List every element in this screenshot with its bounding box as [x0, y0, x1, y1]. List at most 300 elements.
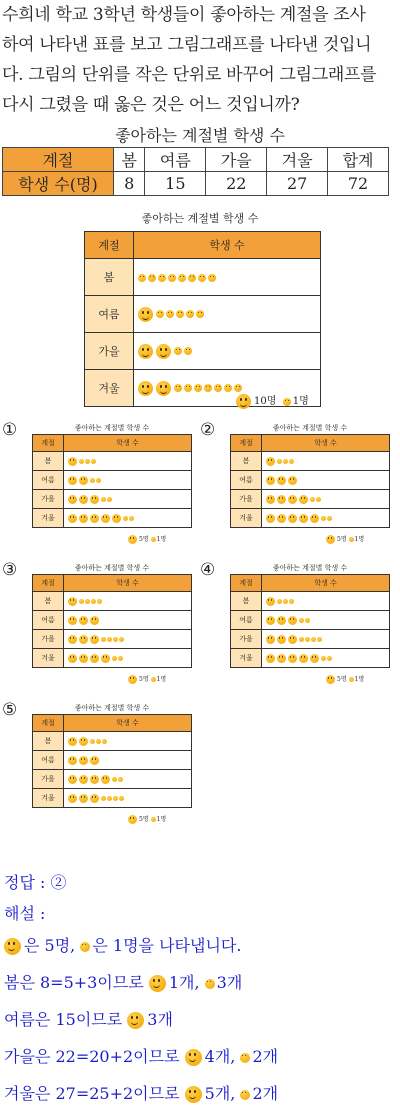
- big-smiley-icon: [185, 1086, 202, 1103]
- graph-header-season: 계절: [231, 435, 262, 452]
- big-smiley-icon: [68, 495, 77, 504]
- small-smiley-icon: [168, 274, 176, 282]
- legend-small-label: 1명: [156, 816, 167, 823]
- option-row-icons: [64, 471, 192, 490]
- graph-row-label: 여름: [85, 296, 134, 333]
- big-smiley-icon: [310, 654, 319, 663]
- small-smiley-icon: [349, 677, 354, 682]
- explanation-line-1: [4, 933, 241, 956]
- graph-row-icons: [134, 333, 321, 370]
- big-smiley-icon: [127, 1012, 144, 1029]
- option-graph-title: 좋아하는 계절별 학생 수: [74, 424, 150, 432]
- small-smiley-icon: [101, 637, 106, 642]
- option-number[interactable]: ④: [200, 560, 216, 580]
- small-smiley-icon: [129, 516, 134, 521]
- option-graph-row: [231, 630, 390, 649]
- big-smiley-icon: [112, 514, 121, 523]
- small-smiley-icon: [101, 497, 106, 502]
- big-smiley-icon: [101, 514, 110, 523]
- option-row-label: 여름: [33, 751, 64, 770]
- option-number[interactable]: ⑤: [2, 700, 18, 720]
- option-row-icons: [64, 630, 192, 649]
- explanation-text: 은 1명을 나타냅니다.: [92, 936, 242, 955]
- big-smiley-icon: [326, 535, 335, 544]
- explanation-text: 여름은 15이므로: [4, 1010, 123, 1029]
- small-smiley-icon: [283, 398, 291, 406]
- small-smiley-icon: [310, 497, 315, 502]
- small-smiley-icon: [113, 637, 118, 642]
- graph-row-label: 가을: [85, 333, 134, 370]
- big-smiley-icon: [68, 476, 77, 485]
- small-smiley-icon: [79, 459, 84, 464]
- small-smiley-icon: [79, 599, 84, 604]
- data-table-value: 27: [267, 172, 328, 196]
- big-smiley-icon: [277, 616, 286, 625]
- small-smiley-icon: [277, 599, 282, 604]
- small-smiley-icon: [196, 310, 204, 318]
- big-smiley-icon: [288, 476, 297, 485]
- explanation-text: 3개: [216, 973, 243, 992]
- small-smiley-icon: [151, 817, 156, 822]
- option-graph-row: [33, 471, 192, 490]
- small-smiley-icon: [178, 274, 186, 282]
- graph-row-label: 봄: [85, 259, 134, 296]
- big-smiley-icon: [236, 394, 251, 409]
- option-4[interactable]: [200, 560, 396, 695]
- legend-small-label: 1명: [292, 396, 309, 407]
- main-graph-legend: [236, 392, 309, 409]
- option-row-label: 가을: [33, 770, 64, 789]
- option-row-icons: [262, 592, 390, 611]
- small-smiley-icon: [321, 656, 326, 661]
- big-smiley-icon: [79, 514, 88, 523]
- small-smiley-icon: [96, 478, 101, 483]
- data-table-col: 겨울: [267, 148, 328, 172]
- small-smiley-icon: [107, 637, 112, 642]
- option-row-label: 가을: [231, 490, 262, 509]
- explanation-text: 봄은 8=5+3이므로: [4, 973, 144, 992]
- option-row-label: 가을: [33, 490, 64, 509]
- graph-header-count: 학생 수: [134, 232, 321, 259]
- small-smiley-icon: [80, 942, 90, 952]
- small-smiley-icon: [138, 274, 146, 282]
- question-line: 다. 그림의 단위를 작은 단위로 바꾸어 그림그래프를: [2, 65, 377, 85]
- small-smiley-icon: [184, 384, 192, 392]
- big-smiley-icon: [90, 794, 99, 803]
- small-smiley-icon: [97, 599, 102, 604]
- option-5[interactable]: [2, 700, 198, 835]
- small-smiley-icon: [148, 274, 156, 282]
- option-row-label: 여름: [231, 471, 262, 490]
- option-legend: [128, 814, 166, 824]
- explanation-line-2: [4, 970, 242, 993]
- small-smiley-icon: [305, 637, 310, 642]
- option-graph-title: 좋아하는 계절별 학생 수: [74, 564, 150, 572]
- small-smiley-icon: [112, 777, 117, 782]
- option-number[interactable]: ①: [2, 420, 18, 440]
- option-row-icons: [262, 471, 390, 490]
- small-smiley-icon: [289, 599, 294, 604]
- option-row-label: 겨울: [33, 649, 64, 668]
- small-smiley-icon: [123, 516, 128, 521]
- small-smiley-icon: [283, 599, 288, 604]
- option-row-label: 겨울: [231, 649, 262, 668]
- explanation-line-4: [4, 1044, 278, 1067]
- big-smiley-icon: [4, 938, 21, 955]
- option-row-label: 가을: [33, 630, 64, 649]
- small-smiley-icon: [205, 979, 215, 989]
- graph-row-icons: [134, 296, 321, 333]
- big-smiley-icon: [90, 775, 99, 784]
- small-smiley-icon: [204, 384, 212, 392]
- option-picture-graph: [32, 714, 192, 808]
- legend-small-label: 1명: [156, 676, 167, 683]
- option-row-label: 봄: [33, 592, 64, 611]
- graph-row: [85, 333, 321, 370]
- big-smiley-icon: [266, 514, 275, 523]
- big-smiley-icon: [90, 756, 99, 765]
- option-row-icons: [262, 452, 390, 471]
- data-table-value: 72: [328, 172, 389, 196]
- option-legend: [326, 534, 364, 544]
- small-smiley-icon: [107, 796, 112, 801]
- option-row-label: 겨울: [33, 509, 64, 528]
- big-smiley-icon: [299, 514, 308, 523]
- big-smiley-icon: [79, 794, 88, 803]
- small-smiley-icon: [118, 656, 123, 661]
- legend-small-label: 1명: [156, 536, 167, 543]
- small-smiley-icon: [113, 796, 118, 801]
- small-smiley-icon: [101, 796, 106, 801]
- main-graph-title: 좋아하는 계절별 학생 수: [141, 212, 259, 225]
- option-row-icons: [64, 452, 192, 471]
- option-picture-graph: [230, 574, 390, 668]
- option-graph-row: [33, 490, 192, 509]
- data-table-col: 봄: [114, 148, 145, 172]
- graph-header-count: 학생 수: [64, 715, 192, 732]
- explanation-text: 5개,: [204, 1084, 236, 1103]
- big-smiley-icon: [68, 737, 77, 746]
- big-smiley-icon: [138, 381, 153, 396]
- option-graph-row: [231, 490, 390, 509]
- big-smiley-icon: [79, 737, 88, 746]
- small-smiley-icon: [166, 310, 174, 318]
- option-graph-row: [231, 471, 390, 490]
- data-table-value: 8: [114, 172, 145, 196]
- small-smiley-icon: [176, 310, 184, 318]
- option-graph-row: [231, 611, 390, 630]
- small-smiley-icon: [90, 739, 95, 744]
- big-smiley-icon: [266, 476, 275, 485]
- option-graph-row: [33, 770, 192, 789]
- legend-big-label: 10명: [254, 396, 277, 407]
- main-picture-graph: [84, 231, 321, 407]
- explanation-text: 가을은 22=20+2이므로: [4, 1047, 180, 1066]
- option-row-label: 여름: [33, 471, 64, 490]
- small-smiley-icon: [214, 384, 222, 392]
- data-table-value: 15: [145, 172, 206, 196]
- big-smiley-icon: [68, 457, 77, 466]
- option-graph-row: [33, 732, 192, 751]
- big-smiley-icon: [68, 616, 77, 625]
- option-row-icons: [64, 789, 192, 808]
- option-3[interactable]: [2, 560, 198, 695]
- big-smiley-icon: [266, 616, 275, 625]
- legend-big-label: 5명: [139, 536, 149, 543]
- big-smiley-icon: [101, 654, 110, 663]
- big-smiley-icon: [138, 344, 153, 359]
- big-smiley-icon: [326, 675, 335, 684]
- graph-row: [85, 259, 321, 296]
- explanation-text: 3개: [147, 1010, 173, 1029]
- big-smiley-icon: [90, 495, 99, 504]
- option-row-icons: [64, 592, 192, 611]
- big-smiley-icon: [128, 675, 137, 684]
- option-graph-title: 좋아하는 계절별 학생 수: [272, 564, 348, 572]
- option-number[interactable]: ②: [200, 420, 216, 440]
- small-smiley-icon: [198, 274, 206, 282]
- option-graph-row: [33, 592, 192, 611]
- small-smiley-icon: [188, 274, 196, 282]
- option-row-icons: [262, 509, 390, 528]
- explanation-text: 겨울은 27=25+2이므로: [4, 1084, 180, 1103]
- big-smiley-icon: [277, 514, 286, 523]
- big-smiley-icon: [68, 514, 77, 523]
- small-smiley-icon: [327, 516, 332, 521]
- big-smiley-icon: [299, 654, 308, 663]
- option-graph-title: 좋아하는 계절별 학생 수: [272, 424, 348, 432]
- option-graph-row: [33, 630, 192, 649]
- option-row-icons: [64, 751, 192, 770]
- small-smiley-icon: [240, 1053, 250, 1063]
- big-smiley-icon: [79, 476, 88, 485]
- big-smiley-icon: [68, 635, 77, 644]
- small-smiley-icon: [321, 516, 326, 521]
- explanation-text: 4개,: [204, 1047, 236, 1066]
- big-smiley-icon: [266, 597, 275, 606]
- big-smiley-icon: [288, 495, 297, 504]
- option-picture-graph: [230, 434, 390, 528]
- option-graph-title: 좋아하는 계절별 학생 수: [74, 704, 150, 712]
- graph-header-season: 계절: [85, 232, 134, 259]
- big-smiley-icon: [79, 635, 88, 644]
- graph-header-season: 계절: [33, 715, 64, 732]
- big-smiley-icon: [266, 654, 275, 663]
- option-row-label: 봄: [231, 452, 262, 471]
- data-table-col: 합계: [328, 148, 389, 172]
- option-row-icons: [262, 649, 390, 668]
- option-row-label: 겨울: [231, 509, 262, 528]
- big-smiley-icon: [101, 775, 110, 784]
- small-smiley-icon: [194, 384, 202, 392]
- data-table-header-season: 계절: [3, 148, 114, 172]
- small-smiley-icon: [305, 618, 310, 623]
- small-smiley-icon: [151, 537, 156, 542]
- big-smiley-icon: [79, 495, 88, 504]
- option-row-label: 봄: [231, 592, 262, 611]
- small-smiley-icon: [311, 637, 316, 642]
- option-legend: [128, 674, 166, 684]
- explanation-line-3: [4, 1007, 173, 1030]
- small-smiley-icon: [283, 459, 288, 464]
- big-smiley-icon: [299, 495, 308, 504]
- graph-row-icons: [134, 259, 321, 296]
- big-smiley-icon: [79, 775, 88, 784]
- big-smiley-icon: [68, 597, 77, 606]
- graph-header-season: 계절: [33, 435, 64, 452]
- option-row-label: 겨울: [33, 789, 64, 808]
- big-smiley-icon: [79, 654, 88, 663]
- big-smiley-icon: [128, 535, 137, 544]
- big-smiley-icon: [288, 514, 297, 523]
- big-smiley-icon: [185, 1049, 202, 1066]
- data-table: [2, 147, 389, 196]
- small-smiley-icon: [85, 599, 90, 604]
- question-line: 수희네 학교 3학년 학생들이 좋아하는 계절을 조사: [2, 5, 366, 25]
- big-smiley-icon: [68, 756, 77, 765]
- small-smiley-icon: [299, 618, 304, 623]
- small-smiley-icon: [118, 777, 123, 782]
- legend-big-label: 5명: [337, 536, 347, 543]
- big-smiley-icon: [288, 654, 297, 663]
- option-row-icons: [262, 490, 390, 509]
- big-smiley-icon: [68, 654, 77, 663]
- small-smiley-icon: [299, 637, 304, 642]
- option-graph-row: [33, 649, 192, 668]
- option-graph-row: [33, 751, 192, 770]
- option-row-label: 봄: [33, 732, 64, 751]
- small-smiley-icon: [316, 497, 321, 502]
- legend-big-label: 5명: [337, 676, 347, 683]
- option-legend: [326, 674, 364, 684]
- big-smiley-icon: [79, 616, 88, 625]
- option-row-label: 가을: [231, 630, 262, 649]
- option-picture-graph: [32, 574, 192, 668]
- small-smiley-icon: [112, 656, 117, 661]
- small-smiley-icon: [91, 459, 96, 464]
- option-row-icons: [64, 770, 192, 789]
- option-row-label: 여름: [231, 611, 262, 630]
- option-row-icons: [262, 611, 390, 630]
- explanation-text: 은 5명,: [24, 936, 76, 955]
- graph-header-season: 계절: [231, 575, 262, 592]
- option-graph-row: [231, 452, 390, 471]
- option-2[interactable]: [200, 420, 396, 555]
- big-smiley-icon: [90, 514, 99, 523]
- explanation-label: 해설 :: [4, 904, 46, 923]
- small-smiley-icon: [90, 478, 95, 483]
- big-smiley-icon: [68, 794, 77, 803]
- option-graph-row: [33, 452, 192, 471]
- big-smiley-icon: [90, 616, 99, 625]
- small-smiley-icon: [174, 384, 182, 392]
- small-smiley-icon: [289, 459, 294, 464]
- option-picture-graph: [32, 434, 192, 528]
- question-text: [2, 0, 400, 120]
- big-smiley-icon: [277, 476, 286, 485]
- small-smiley-icon: [96, 739, 101, 744]
- small-smiley-icon: [119, 637, 124, 642]
- big-smiley-icon: [68, 775, 77, 784]
- small-smiley-icon: [85, 459, 90, 464]
- option-number[interactable]: ③: [2, 560, 18, 580]
- option-row-icons: [64, 490, 192, 509]
- big-smiley-icon: [266, 635, 275, 644]
- small-smiley-icon: [119, 796, 124, 801]
- explanation-text: 2개: [252, 1084, 279, 1103]
- big-smiley-icon: [288, 635, 297, 644]
- legend-small-label: 1명: [354, 536, 365, 543]
- data-table-col: 가을: [206, 148, 267, 172]
- graph-header-count: 학생 수: [64, 435, 192, 452]
- option-row-icons: [64, 611, 192, 630]
- option-graph-row: [231, 592, 390, 611]
- big-smiley-icon: [149, 975, 166, 992]
- option-graph-row: [33, 789, 192, 808]
- big-smiley-icon: [266, 495, 275, 504]
- legend-big-label: 5명: [139, 816, 149, 823]
- small-smiley-icon: [240, 1090, 250, 1100]
- graph-header-count: 학생 수: [262, 435, 390, 452]
- data-table-value: 22: [206, 172, 267, 196]
- big-smiley-icon: [90, 635, 99, 644]
- big-smiley-icon: [156, 344, 171, 359]
- big-smiley-icon: [288, 616, 297, 625]
- big-smiley-icon: [156, 381, 171, 396]
- small-smiley-icon: [234, 384, 242, 392]
- legend-big-label: 5명: [139, 676, 149, 683]
- option-legend: [128, 534, 166, 544]
- option-row-icons: [64, 732, 192, 751]
- big-smiley-icon: [277, 635, 286, 644]
- small-smiley-icon: [184, 347, 192, 355]
- option-graph-row: [33, 509, 192, 528]
- big-smiley-icon: [277, 654, 286, 663]
- option-1[interactable]: [2, 420, 198, 555]
- graph-row: [85, 296, 321, 333]
- data-table-header-count: 학생 수(명): [3, 172, 114, 196]
- small-smiley-icon: [102, 739, 107, 744]
- small-smiley-icon: [327, 656, 332, 661]
- small-smiley-icon: [91, 599, 96, 604]
- big-smiley-icon: [266, 457, 275, 466]
- explanation-text: 2개: [252, 1047, 279, 1066]
- small-smiley-icon: [174, 347, 182, 355]
- option-graph-row: [33, 611, 192, 630]
- small-smiley-icon: [107, 497, 112, 502]
- big-smiley-icon: [138, 307, 153, 322]
- big-smiley-icon: [277, 495, 286, 504]
- big-smiley-icon: [310, 514, 319, 523]
- option-row-label: 여름: [33, 611, 64, 630]
- small-smiley-icon: [317, 637, 322, 642]
- small-smiley-icon: [156, 310, 164, 318]
- explanation-text: 1개,: [168, 973, 200, 992]
- graph-header-count: 학생 수: [64, 575, 192, 592]
- big-smiley-icon: [79, 756, 88, 765]
- big-smiley-icon: [128, 815, 137, 824]
- option-row-icons: [64, 509, 192, 528]
- small-smiley-icon: [208, 274, 216, 282]
- option-graph-row: [231, 649, 390, 668]
- explanation-line-5: [4, 1081, 278, 1104]
- data-table-title: 좋아하는 계절별 학생 수: [115, 126, 285, 145]
- small-smiley-icon: [158, 274, 166, 282]
- option-graph-row: [231, 509, 390, 528]
- option-row-icons: [64, 649, 192, 668]
- question-line: 하여 나타낸 표를 보고 그림그래프를 나타낸 것입니: [2, 35, 372, 55]
- small-smiley-icon: [151, 677, 156, 682]
